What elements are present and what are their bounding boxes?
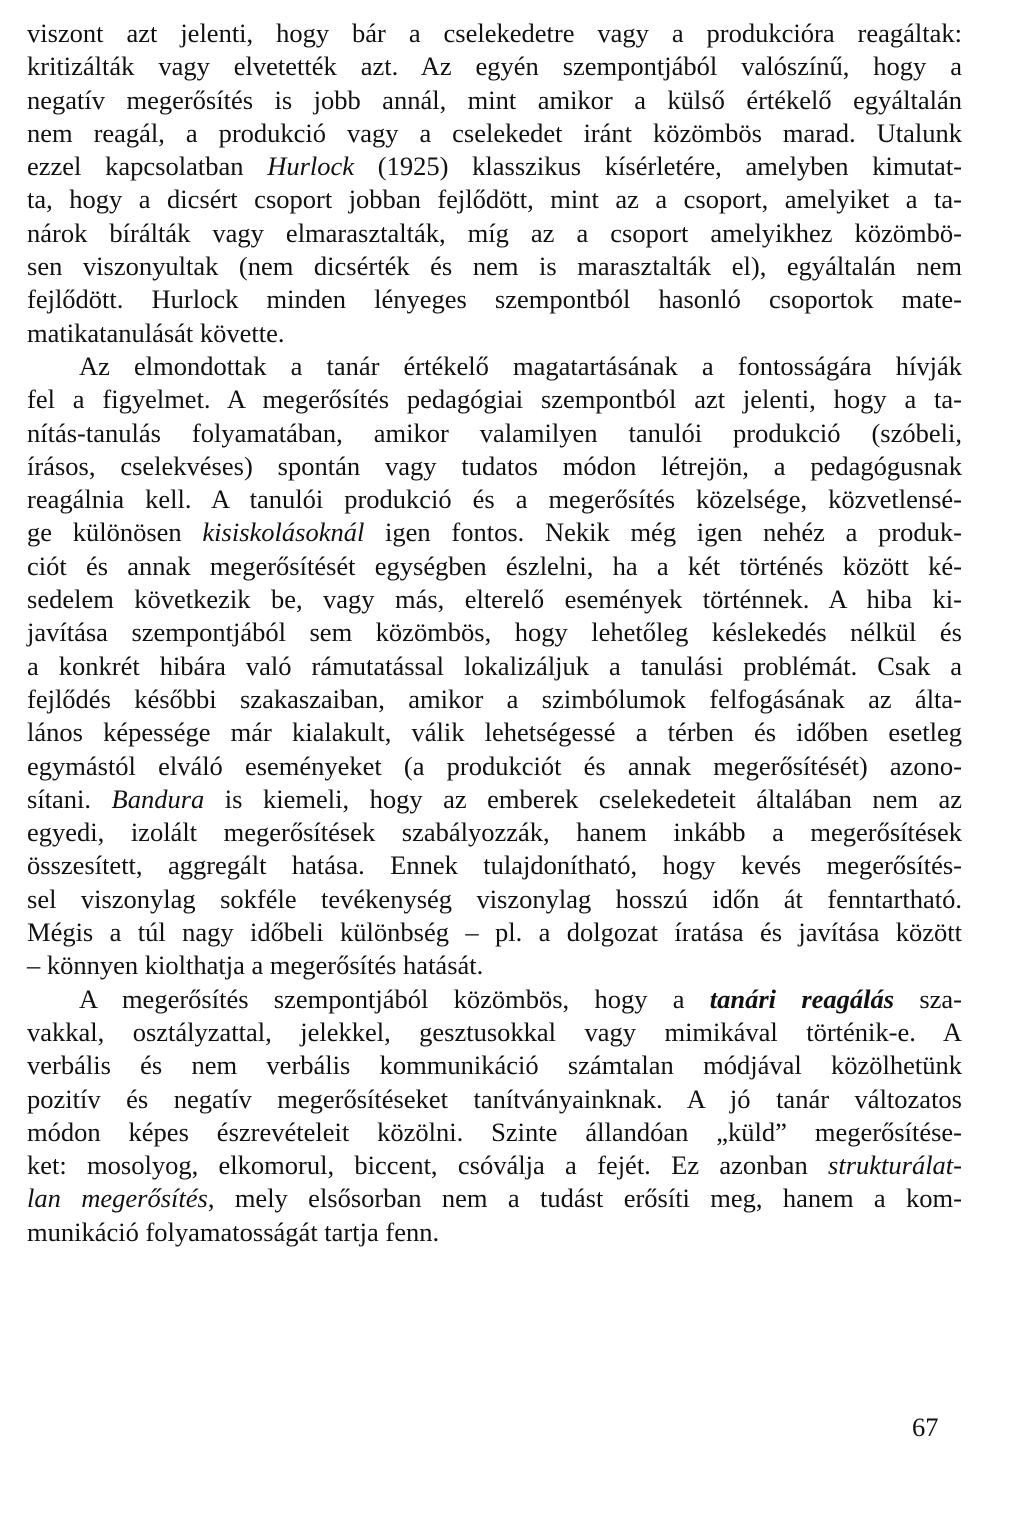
emphasis-italic: Bandura [111, 783, 205, 814]
text-run: – könnyen kiolthatja a megerősítés hatását. [27, 950, 484, 981]
text-line [27, 616, 962, 649]
text-line [27, 516, 962, 549]
text-line [27, 583, 962, 616]
emphasis-bold-italic: tanári reagálás [709, 983, 895, 1014]
text-run: matikatanulását követte. [27, 317, 285, 348]
text-run: a konkrét hibára való rámutatással lokalizáljuk a tanulási problémát. Csak a [27, 650, 962, 681]
text-line [27, 150, 962, 183]
text-line [27, 1049, 962, 1082]
text-run: kritizálták vagy elvetették azt. Az egyén szempontjából valószínű, hogy a [27, 51, 962, 82]
emphasis-italic: strukturálat- [828, 1150, 962, 1181]
text-run: egyedi, izolált megerősítések szabályozzák, hanem inkább a megerősítések [27, 817, 962, 848]
paragraph [27, 17, 962, 350]
text-line [27, 483, 962, 516]
text-line [27, 783, 962, 816]
text-line [27, 983, 962, 1016]
text-run: ta, hogy a dicsért csoport jobban fejlődött, mint az a csoport, amelyiket a ta- [27, 184, 962, 215]
text-run: munikáció folyamatosságát tartja fenn. [27, 1216, 440, 1247]
text-line [27, 50, 962, 83]
text-line [27, 650, 962, 683]
text-line [27, 816, 962, 849]
text-run: ket: mosolyog, elkomorul, biccent, csóválja a fejét. Ez azonban [27, 1150, 829, 1181]
text-line [27, 550, 962, 583]
text-line [27, 849, 962, 882]
text-line [27, 1016, 962, 1049]
text-run: fejlődött. Hurlock minden lényeges szempontból hasonló csoportok mate- [27, 284, 962, 315]
text-run: ezzel kapcsolatban [27, 151, 268, 182]
emphasis-italic: lan megerősítés [27, 1183, 208, 1214]
text-line [27, 383, 962, 416]
paragraph [27, 350, 962, 983]
text-run: reagálnia kell. A tanulói produkció és a megerősítés közelsége, közvetlensé- [27, 484, 962, 515]
text-line [27, 250, 962, 283]
text-line [27, 883, 962, 916]
text-run: nítás-tanulás folyamatában, amikor valamilyen tanulói produkció (szóbeli, [27, 417, 962, 448]
text-line [27, 350, 962, 383]
body-text [27, 17, 962, 1249]
text-run: sen viszonyultak (nem dicsérték és nem is marasztalták el), egyáltalán nem [27, 251, 962, 282]
text-line [27, 1216, 962, 1249]
text-run: viszont azt jelenti, hogy bár a cselekedetre vagy a produkcióra reagáltak: [27, 18, 962, 48]
text-line [27, 1116, 962, 1149]
text-line [27, 949, 962, 982]
text-line [27, 217, 962, 250]
text-run: egymástól elváló eseményeket (a produkciót és annak megerősítését) azono- [27, 750, 962, 781]
text-run: verbális és nem verbális kommunikáció számtalan módjával közölhetünk [27, 1050, 962, 1081]
text-line [27, 183, 962, 216]
text-run: fejlődés későbbi szakaszaiban, amikor a szimbólumok felfogásának az álta- [27, 683, 962, 714]
text-line [27, 1083, 962, 1116]
text-line [27, 1182, 962, 1215]
emphasis-italic: Hurlock [267, 151, 355, 182]
text-run: sza- [894, 983, 963, 1014]
text-line [27, 417, 962, 450]
text-run: is kiemeli, hogy az emberek cselekedeteit általában nem az [204, 783, 962, 814]
text-run: fel a figyelmet. A megerősítés pedagógiai szempontból azt jelenti, hogy a ta- [27, 384, 962, 415]
text-run: pozitív és negatív megerősítéseket tanítványainknak. A jó tanár változatos [27, 1083, 962, 1114]
text-run: ge különösen [27, 517, 203, 548]
text-run: sedelem következik be, vagy más, elterelő események történnek. A hiba ki- [27, 584, 962, 615]
emphasis-italic: kisiskolásoknál [202, 517, 365, 548]
text-run: javítása szempontjából sem közömbös, hogy lehetőleg késlekedés nélkül és [27, 617, 962, 648]
paragraph [27, 983, 962, 1249]
text-run: írásos, cselekvéses) spontán vagy tudatos módon létrejön, a pedagógusnak [27, 450, 962, 481]
text-run: vakkal, osztályzattal, jelekkel, gesztusokkal vagy mimikával történik-e. A [27, 1016, 962, 1047]
text-run: (1925) klasszikus kísérletére, amelyben kimutat- [354, 151, 963, 182]
text-line [27, 683, 962, 716]
text-line [27, 283, 962, 316]
text-line [27, 1149, 962, 1182]
text-run: nem reagál, a produkció vagy a cselekedet iránt közömbös marad. Utalunk [27, 117, 962, 148]
text-line [27, 916, 962, 949]
text-line [27, 716, 962, 749]
text-line [27, 17, 962, 50]
text-run: összesített, aggregált hatása. Ennek tulajdonítható, hogy kevés megerősítés- [27, 850, 962, 881]
text-run: sítani. [27, 783, 112, 814]
text-run: Az elmondottak a tanár értékelő magatartásának a fontosságára hívják [79, 350, 962, 381]
text-line [27, 84, 962, 117]
text-run: lános képessége már kialakult, válik lehetségessé a térben és időben esetleg [27, 717, 962, 748]
text-run: igen fontos. Nekik még igen nehéz a produk- [364, 517, 962, 548]
text-run: módon képes észrevételeit közölni. Szinte állandóan „küld” megerősítése- [27, 1116, 962, 1147]
text-run: nárok bírálták vagy elmarasztalták, míg az a csoport amelyikhez közömbö- [27, 217, 962, 248]
text-line [27, 317, 962, 350]
text-line [27, 450, 962, 483]
text-run: negatív megerősítés is jobb annál, mint amikor a külső értékelő egyáltalán [27, 84, 962, 115]
text-line [27, 750, 962, 783]
text-run: sel viszonylag sokféle tevékenység viszonylag hosszú időn át fenntartható. [27, 883, 962, 914]
text-line [27, 117, 962, 150]
page-number: 67 [912, 1412, 939, 1442]
document-page [27, 17, 962, 1249]
text-run: ciót és annak megerősítését egységben észlelni, ha a két történés között ké- [27, 550, 962, 581]
text-run: A megerősítés szempontjából közömbös, hogy a [79, 983, 710, 1014]
text-run: , mely elsősorban nem a tudást erősíti meg, hanem a kom- [207, 1183, 962, 1214]
text-run: Mégis a túl nagy időbeli különbség – pl. a dolgozat íratása és javítása között [27, 917, 962, 948]
